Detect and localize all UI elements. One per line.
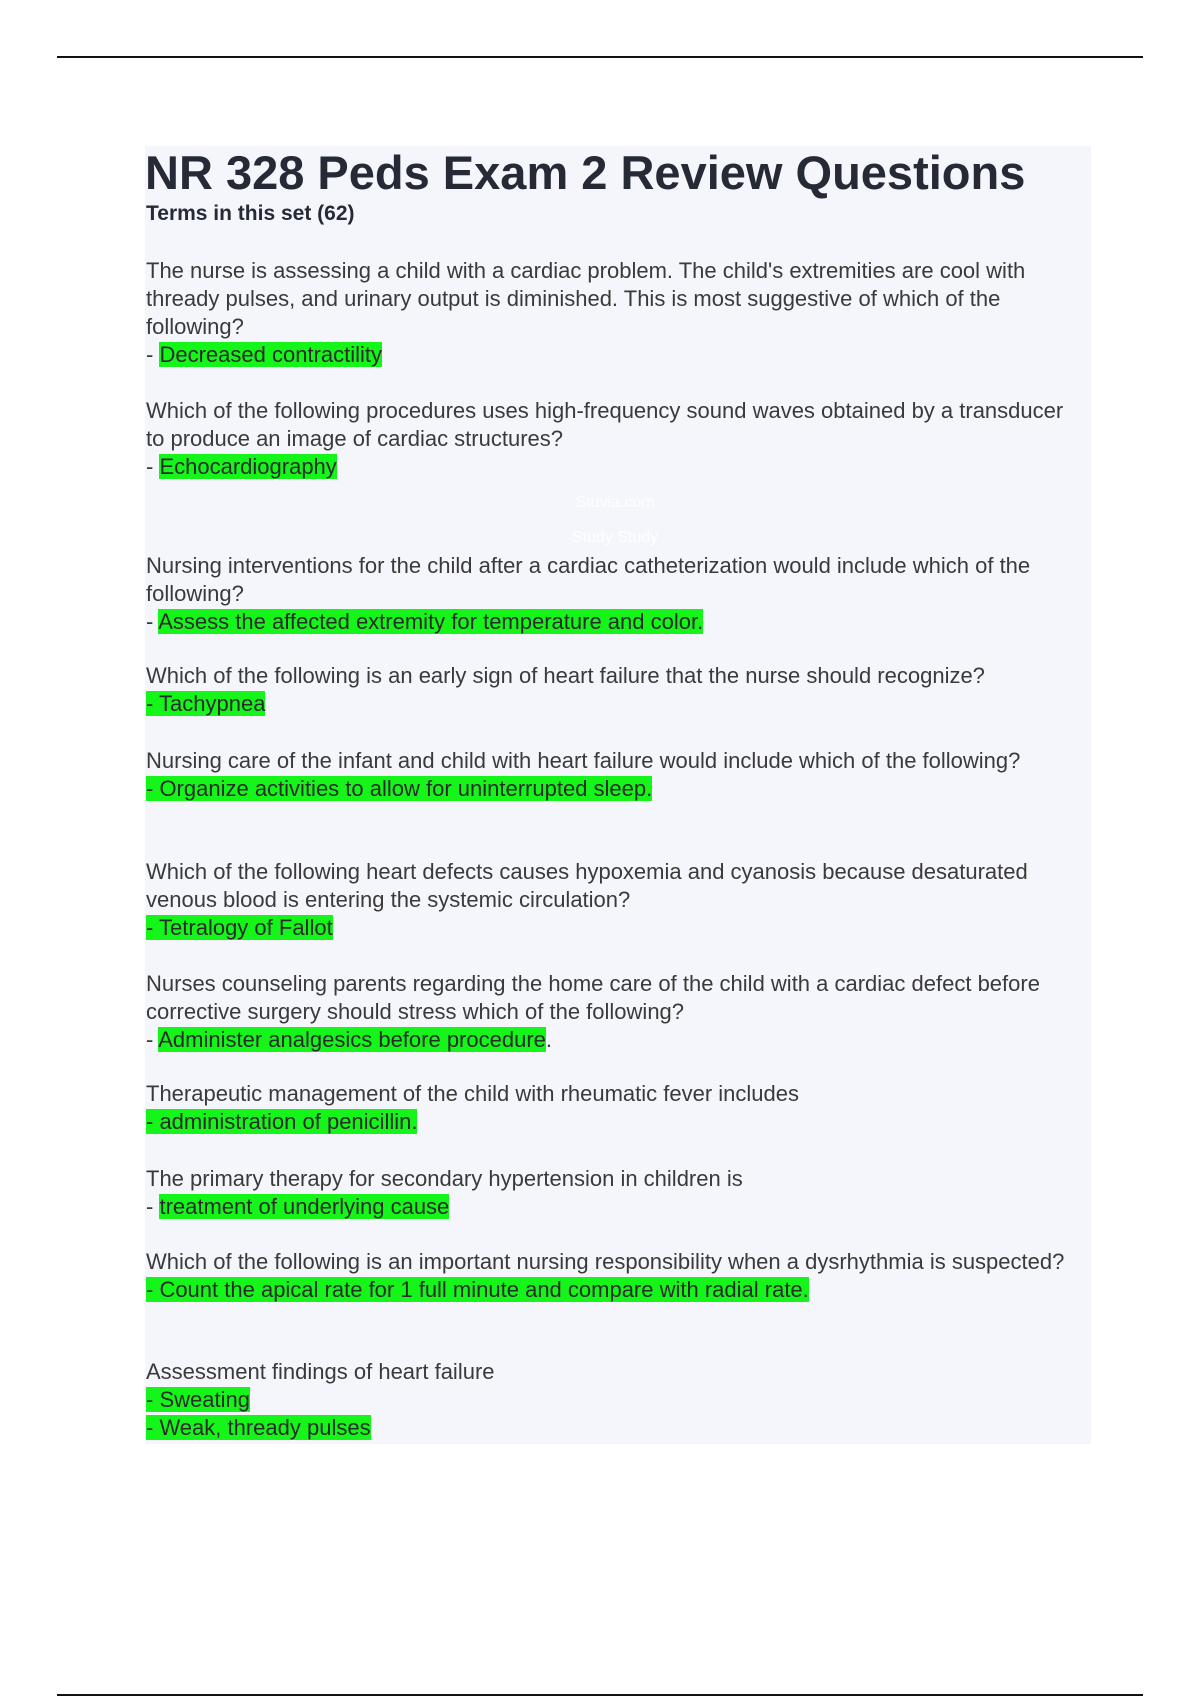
highlighted-answer: - Tetralogy of Fallot [146,915,333,940]
answer-line [146,1108,1086,1136]
answer-line [146,1386,1086,1414]
question-text: Assessment findings of heart failure [146,1359,495,1384]
highlighted-answer: - Sweating [146,1387,250,1412]
answer-prefix: - [146,1027,159,1052]
qa-item [146,397,1086,481]
qa-item [146,1358,1086,1442]
question-text: Which of the following is an important nursing responsibility when a dysrhythmia is suspected? [146,1249,1065,1274]
answer-line [146,341,1086,369]
answer-line [146,1414,1086,1442]
qa-item [146,257,1086,369]
answer-line [146,690,1086,718]
terms-count-subtitle: Terms in this set (62) [146,202,355,225]
highlighted-answer: Decreased contractility [159,342,382,367]
qa-item [146,1165,1086,1221]
highlighted-answer: - Tachypnea [146,691,266,716]
question-text: Therapeutic management of the child with rheumatic fever includes [146,1081,800,1106]
question-text: The nurse is assessing a child with a cardiac problem. The child's extremities are cool with thready pulses, and urinary output is diminished. This is most suggestive of which of the following? [146,258,1026,339]
qa-item [146,858,1086,942]
answer-line [146,775,1086,803]
highlighted-answer: - Count the apical rate for 1 full minute and compare with radial rate. [146,1277,809,1302]
answer-line [146,608,1086,636]
answer-prefix: - [146,609,159,634]
question-text: Nurses counseling parents regarding the home care of the child with a cardiac defect before corrective surgery should stress which of the following? [146,971,1040,1024]
highlighted-answer: - Organize activities to allow for uninterrupted sleep. [146,776,653,801]
top-page-rule [57,56,1143,58]
answer-line [146,453,1086,481]
question-text: Which of the following heart defects causes hypoxemia and cyanosis because desaturated venous blood is entering the systemic circulation? [146,859,1028,912]
question-text: Which of the following is an early sign of heart failure that the nurse should recognize? [146,663,985,688]
answer-line [146,1026,1086,1054]
answer-prefix: - [146,454,160,479]
question-text: The primary therapy for secondary hypertension in children is [146,1166,743,1191]
qa-item [146,970,1086,1054]
watermark-text: Stuvia.com [575,494,655,511]
highlighted-answer: - Weak, thready pulses [146,1415,371,1440]
watermark-text: Study Study [571,529,659,546]
qa-item [146,1248,1086,1304]
page-title: NR 328 Peds Exam 2 Review Questions [145,146,1026,199]
highlighted-answer: - administration of penicillin. [146,1109,418,1134]
highlighted-answer: Administer analgesics before procedure [158,1027,546,1052]
answer-line [146,1276,1086,1304]
qa-item [146,662,1086,718]
answer-prefix: - [146,1194,160,1219]
question-text: Nursing care of the infant and child with heart failure would include which of the following? [146,748,1021,773]
answer-suffix: . [545,1027,553,1052]
highlighted-answer: Echocardiography [159,454,337,479]
qa-item [146,747,1086,803]
highlighted-answer: Assess the affected extremity for temperature and color. [158,609,704,634]
qa-item [146,552,1086,636]
highlighted-answer: treatment of underlying cause [159,1194,450,1219]
qa-item [146,1080,1086,1136]
answer-prefix: - [146,342,160,367]
answer-line [146,1193,1086,1221]
question-text: Which of the following procedures uses high-frequency sound waves obtained by a transducer to produce an image of cardiac structures? [146,398,1064,451]
bottom-page-rule [57,1694,1143,1696]
question-text: Nursing interventions for the child after a cardiac catheterization would include which of the following? [146,553,1031,606]
answer-line [146,914,1086,942]
